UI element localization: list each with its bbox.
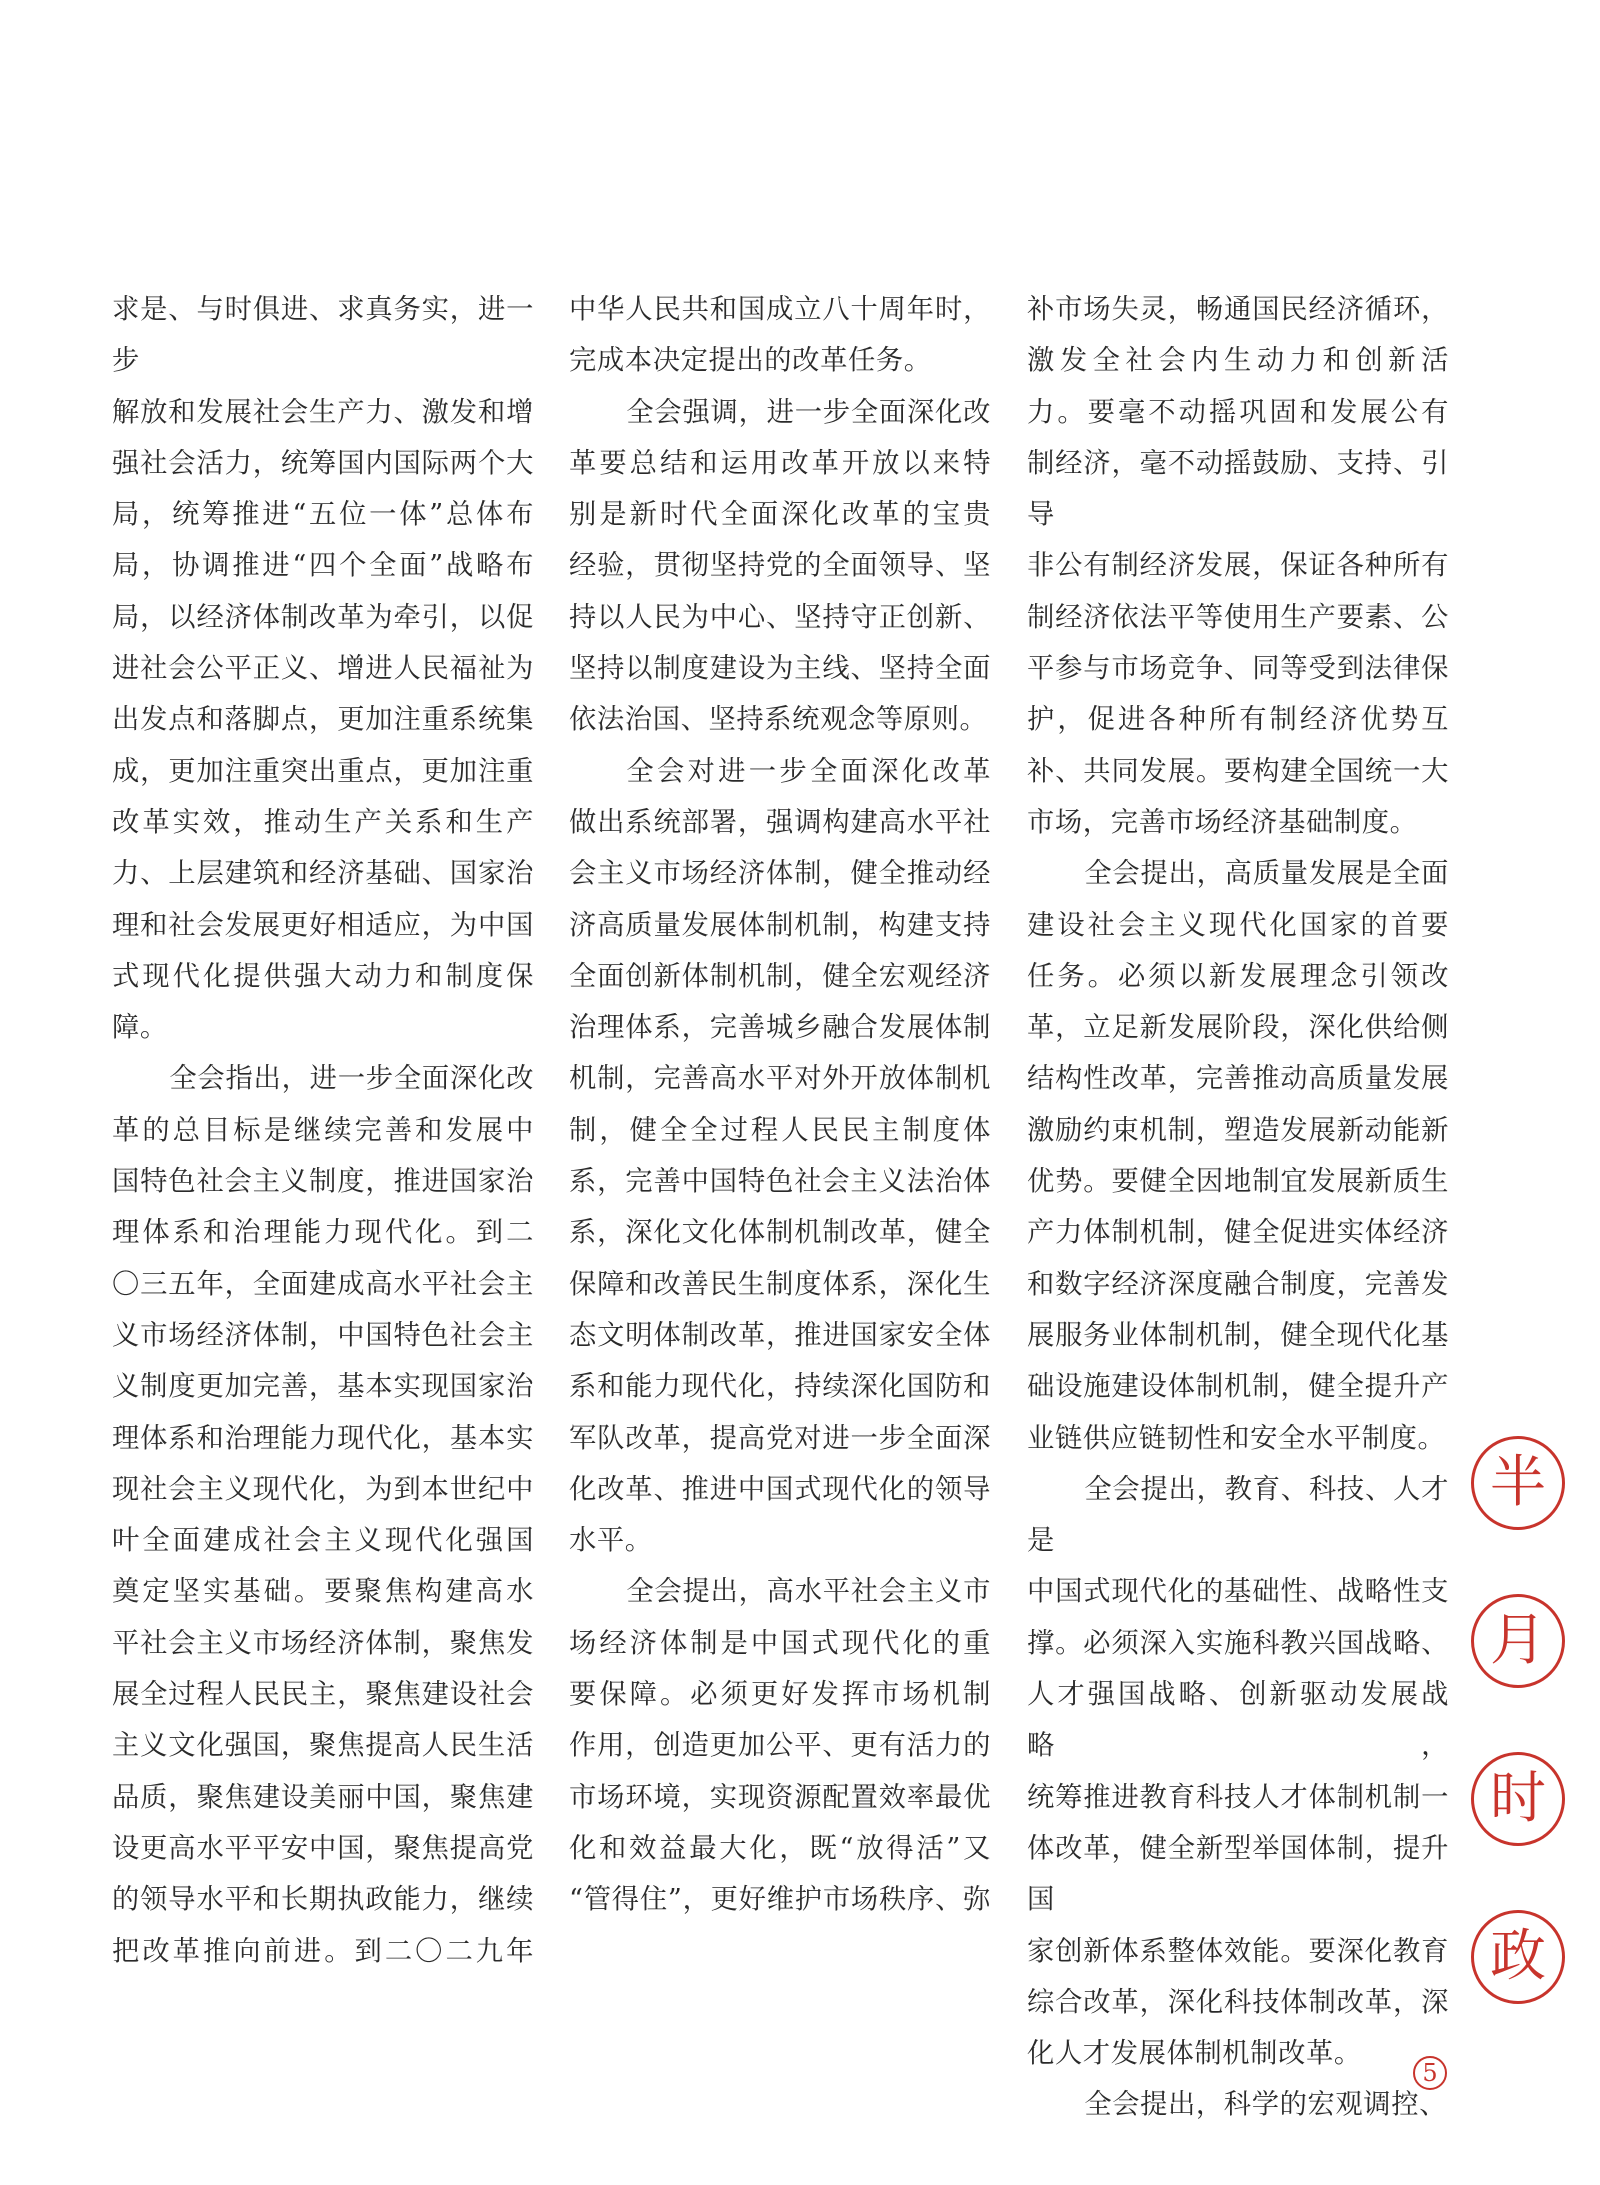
- text-line: 业链供应链韧性和安全水平制度。: [1027, 1422, 1446, 1454]
- text-line: 展全过程人民民主，聚焦建设社会: [112, 1679, 534, 1711]
- text-line: 化和效益最大化，既“放得活”又: [569, 1832, 991, 1864]
- text-line: 结构性改革，完善推动高质量发展: [1027, 1063, 1449, 1095]
- text-line: 局，协调推进“四个全面”战略布: [112, 550, 534, 582]
- text-line: 把改革推向前进。到二〇二九年: [112, 1935, 534, 1967]
- text-line: 持以人民为中心、坚持守正创新、: [569, 601, 991, 633]
- text-line: 作用，创造更加公平、更有活力的: [569, 1730, 991, 1762]
- text-line: 保障和改善民生制度体系，深化生: [569, 1268, 991, 1300]
- text-line: 中国式现代化的基础性、战略性支: [1027, 1576, 1449, 1608]
- text-line: 济高质量发展体制机制，构建支持: [569, 909, 991, 941]
- text-line: 全会对进一步全面深化改革: [626, 755, 991, 787]
- text-line: 会主义市场经济体制，健全推动经: [569, 858, 991, 890]
- text-line: 平社会主义市场经济体制，聚焦发: [112, 1627, 534, 1659]
- text-line: 义市场经济体制，中国特色社会主: [112, 1319, 534, 1351]
- text-line: 奠定坚实基础。要聚焦构建高水: [112, 1576, 534, 1608]
- text-line: 革的总目标是继续完善和发展中: [112, 1114, 534, 1146]
- text-line: 革要总结和运用改革开放以来特: [569, 447, 991, 479]
- text-line: 主义文化强国，聚焦提高人民生活: [112, 1730, 534, 1762]
- text-line: 革，立足新发展阶段，深化供给侧: [1027, 1012, 1449, 1044]
- text-line: 补市场失灵，畅通国民经济循环，: [1027, 294, 1449, 325]
- text-line: 优势。要健全因地制宜发展新质生: [1027, 1166, 1449, 1198]
- text-column-3: [1027, 284, 1449, 2131]
- text-line: 制经济，毫不动摇鼓励、支持、引导: [1027, 447, 1449, 531]
- text-line: 全会提出，高质量发展是全面: [1084, 858, 1449, 890]
- text-line: 力、上层建筑和经济基础、国家治: [112, 858, 534, 890]
- text-line: 局，统筹推进“五位一体”总体布: [112, 499, 534, 531]
- text-line: 建设社会主义现代化国家的首要: [1027, 909, 1449, 941]
- text-line: 护，促进各种所有制经济优势互: [1027, 704, 1449, 736]
- text-line: 局，以经济体制改革为牵引，以促: [112, 601, 534, 633]
- text-column-2: [569, 284, 991, 1926]
- text-line: 障。: [112, 1012, 168, 1044]
- text-line: 补、共同发展。要构建全国统一大: [1027, 755, 1449, 787]
- text-line: 市场，完善市场经济基础制度。: [1027, 806, 1418, 838]
- text-line: 理体系和治理能力现代化，基本实: [112, 1422, 534, 1454]
- text-line: 产力体制机制，健全促进实体经济: [1027, 1217, 1449, 1249]
- text-line: 国特色社会主义制度，推进国家治: [112, 1166, 534, 1198]
- text-line: 别是新时代全面深化改革的宝贵: [569, 499, 991, 531]
- text-line: 〇三五年，全面建成高水平社会主: [112, 1268, 534, 1300]
- text-line: 系，深化文化体制机制改革，健全: [569, 1217, 991, 1249]
- text-line: 强社会活力，统筹国内国际两个大: [112, 447, 534, 479]
- text-line: 制，健全全过程人民民主制度体: [569, 1114, 991, 1146]
- text-line: 求是、与时俱进、求真务实，进一步: [112, 294, 534, 377]
- text-line: 激励约束机制，塑造发展新动能新: [1027, 1114, 1449, 1146]
- text-line: 依法治国、坚持系统观念等原则。: [569, 704, 988, 736]
- text-line: 化人才发展体制机制改革。: [1027, 2038, 1362, 2070]
- text-line: 全会提出，教育、科技、人才是: [1027, 1473, 1449, 1557]
- text-line: 家创新体系整体效能。要深化教育: [1027, 1935, 1449, 1967]
- text-line: 机制，完善高水平对外开放体制机: [569, 1063, 991, 1095]
- text-line: 坚持以制度建设为主线、坚持全面: [569, 653, 991, 685]
- page-number: 5: [1413, 2056, 1447, 2090]
- text-column-1: [112, 284, 534, 1977]
- text-line: 系，完善中国特色社会主义法治体: [569, 1166, 991, 1198]
- text-line: 撑。必须深入实施科教兴国战略、: [1027, 1627, 1449, 1659]
- text-line: 全会指出，进一步全面深化改: [169, 1063, 534, 1095]
- text-line: 设更高水平平安中国，聚焦提高党: [112, 1832, 534, 1864]
- text-line: 要保障。必须更好发挥市场机制: [569, 1679, 991, 1711]
- text-line: 制经济依法平等使用生产要素、公: [1027, 601, 1449, 633]
- text-line: 态文明体制改革，推进国家安全体: [569, 1319, 991, 1351]
- text-line: 全面创新体制机制，健全宏观经济: [569, 960, 991, 992]
- text-line: 叶全面建成社会主义现代化强国: [112, 1525, 534, 1557]
- text-line: 力。要毫不动摇巩固和发展公有: [1027, 396, 1449, 428]
- text-line: 人才强国战略、创新驱动发展战略，: [1027, 1679, 1449, 1762]
- text-line: 平参与市场竞争、同等受到法律保: [1027, 653, 1449, 685]
- section-label-char: 半: [1471, 1436, 1565, 1530]
- text-line: 系和能力现代化，持续深化国防和: [569, 1371, 991, 1403]
- text-line: 市场环境，实现资源配置效率最优: [569, 1781, 991, 1813]
- text-line: 改革实效，推动生产关系和生产: [112, 806, 534, 838]
- text-line: 化改革、推进中国式现代化的领导: [569, 1473, 991, 1505]
- text-line: 任务。必须以新发展理念引领改: [1027, 960, 1449, 992]
- text-line: 解放和发展社会生产力、激发和增: [112, 396, 534, 428]
- text-line: 础设施建设体制机制，健全提升产: [1027, 1371, 1449, 1403]
- text-line: 统筹推进教育科技人才体制机制一: [1027, 1781, 1449, 1813]
- text-line: 展服务业体制机制，健全现代化基: [1027, 1319, 1449, 1351]
- text-line: 出发点和落脚点，更加注重系统集: [112, 704, 534, 736]
- text-line: 做出系统部署，强调构建高水平社: [569, 806, 991, 838]
- text-line: 中华人民共和国成立八十周年时，: [569, 294, 991, 325]
- text-line: 全会强调，进一步全面深化改: [626, 396, 991, 428]
- text-line: “管得住”，更好维护市场秩序、弥: [569, 1884, 991, 1916]
- text-line: 义制度更加完善，基本实现国家治: [112, 1371, 534, 1403]
- text-line: 全会提出，科学的宏观调控、: [1084, 2089, 1447, 2121]
- text-line: 的领导水平和长期执政能力，继续: [112, 1884, 534, 1916]
- text-line: 治理体系，完善城乡融合发展体制: [569, 1012, 991, 1044]
- text-line: 和数字经济深度融合制度，完善发: [1027, 1268, 1449, 1300]
- section-label-char: 时: [1471, 1752, 1565, 1846]
- text-line: 理体系和治理能力现代化。到二: [112, 1217, 534, 1249]
- text-line: 经验，贯彻坚持党的全面领导、坚: [569, 550, 991, 582]
- text-line: 军队改革，提高党对进一步全面深: [569, 1422, 991, 1454]
- text-line: 进社会公平正义、增进人民福祉为: [112, 653, 534, 685]
- text-line: 激发全社会内生动力和创新活: [1027, 345, 1449, 377]
- text-line: 品质，聚焦建设美丽中国，聚焦建: [112, 1781, 534, 1813]
- text-line: 现社会主义现代化，为到本世纪中: [112, 1473, 534, 1505]
- text-line: 非公有制经济发展，保证各种所有: [1027, 550, 1449, 582]
- text-line: 水平。: [569, 1525, 653, 1557]
- text-line: 成，更加注重突出重点，更加注重: [112, 755, 534, 787]
- text-line: 全会提出，高水平社会主义市: [626, 1576, 991, 1608]
- section-label-char: 月: [1471, 1594, 1565, 1688]
- text-line: 完成本决定提出的改革任务。: [569, 345, 932, 377]
- text-line: 体改革，健全新型举国体制，提升国: [1027, 1832, 1449, 1916]
- text-line: 场经济体制是中国式现代化的重: [569, 1627, 991, 1659]
- text-line: 式现代化提供强大动力和制度保: [112, 960, 534, 992]
- text-line: 综合改革，深化科技体制改革，深: [1027, 1986, 1449, 2018]
- section-label-char: 政: [1471, 1910, 1565, 2004]
- text-line: 理和社会发展更好相适应，为中国: [112, 909, 534, 941]
